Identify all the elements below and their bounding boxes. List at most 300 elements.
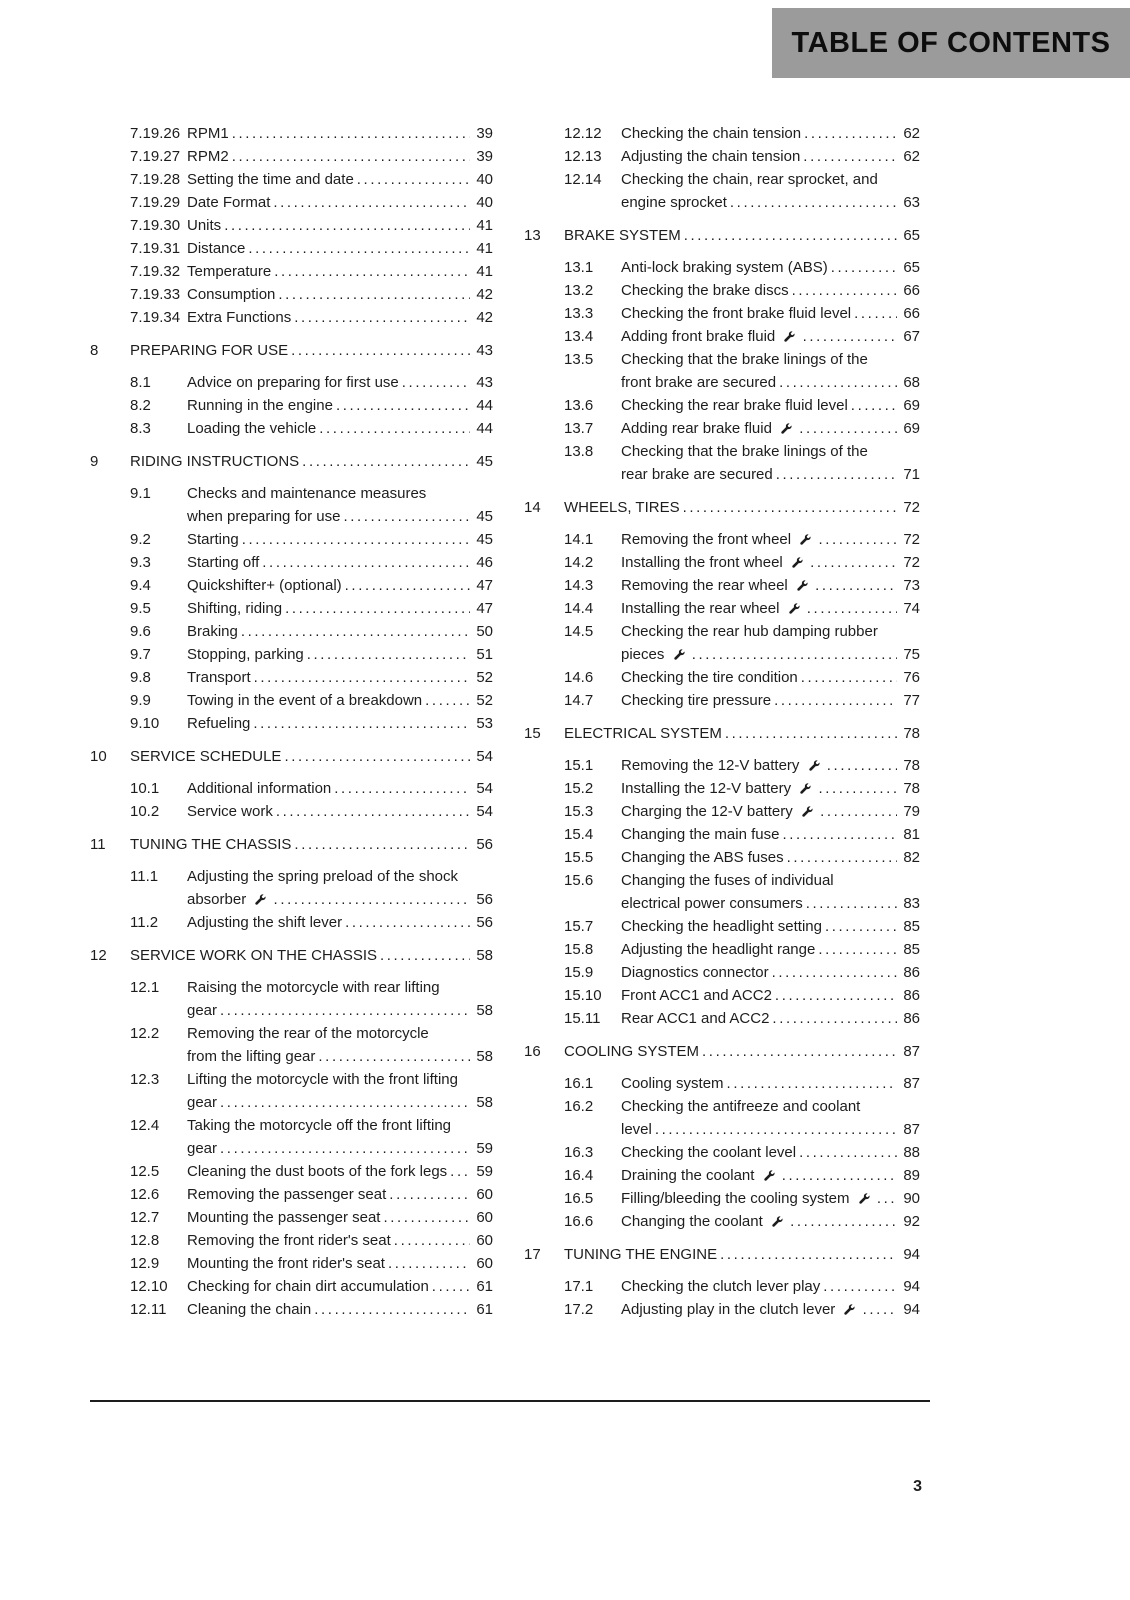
chapter-heading — [524, 496, 920, 519]
toc-chapter — [90, 944, 493, 1321]
entry-page-number: 77 — [897, 689, 920, 712]
entry-title: Adding front brake fluid ..... — [621, 325, 920, 348]
entry-title: Checking the front brake fluid level ..... — [621, 302, 920, 325]
toc-entry — [90, 911, 493, 934]
entry-page-number: 58 — [470, 1045, 493, 1068]
entry-page-number: 87 — [897, 1072, 920, 1095]
toc-entry — [524, 440, 920, 486]
entry-title: Checking the rear brake fluid level ..... — [621, 394, 920, 417]
entry-title: Installing the rear wheel ..... — [621, 597, 920, 620]
toc-entry — [524, 279, 920, 302]
toc-entry — [90, 865, 493, 911]
entry-number: 11.2 — [130, 914, 159, 931]
entry-page-number: 72 — [897, 528, 920, 551]
toc-entry — [524, 1072, 920, 1095]
entry-number: 9.1 — [130, 485, 151, 502]
entry-number: 7.19.32 — [130, 263, 181, 280]
entry-page-number: 66 — [897, 279, 920, 302]
chapter-page-number: 54 — [470, 745, 493, 768]
toc-entry — [90, 712, 493, 735]
toc-entry — [90, 482, 493, 528]
entry-number: 16.2 — [564, 1098, 594, 1115]
entry-title: Lifting the motorcycle with the front lifting gear ..... — [187, 1068, 493, 1114]
chapter-heading — [90, 745, 493, 768]
toc-entry — [90, 417, 493, 440]
toc-entry — [524, 1164, 920, 1187]
chapter-heading — [90, 944, 493, 967]
entry-title: Starting ..... — [187, 528, 493, 551]
chapter-heading — [90, 339, 493, 362]
entry-title: Adjusting the chain tension ..... — [621, 145, 920, 168]
chapter-number: 15 — [524, 725, 541, 742]
entry-title: Consumption ..... — [187, 283, 493, 306]
entry-page-number: 45 — [470, 505, 493, 528]
header-banner — [772, 8, 1130, 78]
entry-title: Units ..... — [187, 214, 493, 237]
chapter-number: 13 — [524, 227, 541, 244]
entry-title: Checking the chain, rear sprocket, and engine sprocket ..... — [621, 168, 920, 214]
toc-continued-items — [90, 122, 493, 329]
entry-number: 15.7 — [564, 918, 594, 935]
chapter-page-number: 87 — [897, 1040, 920, 1063]
entry-title: Diagnostics connector ..... — [621, 961, 920, 984]
toc-entry — [90, 283, 493, 306]
chapter-number: 12 — [90, 947, 107, 964]
entry-number: 7.19.26 — [130, 125, 181, 142]
entry-number: 15.1 — [564, 757, 594, 774]
toc-entry — [90, 666, 493, 689]
entry-title: Removing the front rider's seat ..... — [187, 1229, 493, 1252]
entry-page-number: 69 — [897, 417, 920, 440]
chapter-number: 10 — [90, 748, 107, 765]
page-number: 3 — [913, 1478, 922, 1495]
entry-page-number: 82 — [897, 846, 920, 869]
entry-page-number: 46 — [470, 551, 493, 574]
chapter-page-number: 94 — [897, 1243, 920, 1266]
entry-number: 9.4 — [130, 577, 151, 594]
toc-column-right — [524, 122, 920, 1321]
entry-page-number: 66 — [897, 302, 920, 325]
entry-page-number: 58 — [470, 999, 493, 1022]
entry-title: Checking for chain dirt accumulation ..... — [187, 1275, 493, 1298]
wrench-icon — [792, 557, 803, 568]
entry-page-number: 65 — [897, 256, 920, 279]
entry-number: 13.8 — [564, 443, 594, 460]
toc-entry — [524, 961, 920, 984]
entry-number: 12.9 — [130, 1255, 160, 1272]
entry-title: Removing the front wheel ..... — [621, 528, 920, 551]
toc-chapter — [524, 1040, 920, 1233]
entry-page-number: 42 — [470, 283, 493, 306]
toc-entry — [90, 528, 493, 551]
entry-page-number: 44 — [470, 417, 493, 440]
chapter-title: PREPARING FOR USE ..... — [130, 339, 493, 362]
entry-number: 16.6 — [564, 1213, 594, 1230]
toc-entry — [90, 643, 493, 666]
entry-title: Cooling system ..... — [621, 1072, 920, 1095]
toc-entry — [90, 620, 493, 643]
entry-page-number: 69 — [897, 394, 920, 417]
entry-number: 17.1 — [564, 1278, 594, 1295]
entry-page-number: 85 — [897, 938, 920, 961]
entry-page-number: 47 — [470, 597, 493, 620]
toc-entry — [524, 574, 920, 597]
entry-number: 13.3 — [564, 305, 594, 322]
entry-number: 8.1 — [130, 374, 151, 391]
entry-title: Filling/bleeding the cooling system ..... — [621, 1187, 920, 1210]
entry-title: Starting off ..... — [187, 551, 493, 574]
chapter-title: TUNING THE CHASSIS ..... — [130, 833, 493, 856]
chapter-heading — [524, 1040, 920, 1063]
entry-page-number: 39 — [470, 122, 493, 145]
toc-entry — [524, 915, 920, 938]
entry-number: 16.1 — [564, 1075, 594, 1092]
entry-page-number: 75 — [897, 643, 920, 666]
entry-number: 15.5 — [564, 849, 594, 866]
entry-number: 10.1 — [130, 780, 160, 797]
entry-title: Changing the coolant ..... — [621, 1210, 920, 1233]
entry-page-number: 61 — [470, 1298, 493, 1321]
entry-page-number: 81 — [897, 823, 920, 846]
toc-entry — [524, 528, 920, 551]
entry-number: 7.19.34 — [130, 309, 181, 326]
chapter-number: 9 — [90, 453, 99, 470]
entry-number: 12.2 — [130, 1025, 160, 1042]
toc-chapter — [524, 224, 920, 486]
chapter-title: RIDING INSTRUCTIONS ..... — [130, 450, 493, 473]
entry-page-number: 94 — [897, 1298, 920, 1321]
toc-entry — [524, 869, 920, 915]
entry-title: Advice on preparing for first use ..... — [187, 371, 493, 394]
entry-number: 12.3 — [130, 1071, 160, 1088]
entry-page-number: 44 — [470, 394, 493, 417]
chapter-number: 17 — [524, 1246, 541, 1263]
entry-page-number: 51 — [470, 643, 493, 666]
toc-entry — [90, 1298, 493, 1321]
wrench-icon — [789, 603, 800, 614]
entry-number: 15.2 — [564, 780, 594, 797]
entry-number: 12.6 — [130, 1186, 160, 1203]
entry-number: 9.8 — [130, 669, 151, 686]
entry-title: Installing the 12-V battery ..... — [621, 777, 920, 800]
chapter-title: ELECTRICAL SYSTEM ..... — [564, 722, 920, 745]
entry-page-number: 52 — [470, 689, 493, 712]
chapter-number: 14 — [524, 499, 541, 516]
entry-title: Raising the motorcycle with rear lifting gear ..... — [187, 976, 493, 1022]
entry-page-number: 54 — [470, 800, 493, 823]
entry-number: 16.5 — [564, 1190, 594, 1207]
entry-number: 9.10 — [130, 715, 160, 732]
toc-entry — [90, 306, 493, 329]
toc-entry — [524, 597, 920, 620]
entry-number: 7.19.27 — [130, 148, 181, 165]
toc-continued-items — [524, 122, 920, 214]
entry-page-number: 60 — [470, 1206, 493, 1229]
toc-entry — [524, 823, 920, 846]
wrench-icon — [800, 783, 811, 794]
toc-entry — [90, 551, 493, 574]
chapter-page-number: 45 — [470, 450, 493, 473]
entry-number: 9.2 — [130, 531, 151, 548]
entry-page-number: 41 — [470, 214, 493, 237]
toc-entry — [524, 689, 920, 712]
toc-entry — [90, 597, 493, 620]
entry-number: 16.4 — [564, 1167, 594, 1184]
toc-entry — [90, 1229, 493, 1252]
toc-entry — [90, 1114, 493, 1160]
entry-page-number: 54 — [470, 777, 493, 800]
chapter-number: 8 — [90, 342, 99, 359]
entry-number: 15.9 — [564, 964, 594, 981]
entry-number: 14.6 — [564, 669, 594, 686]
entry-number: 7.19.28 — [130, 171, 181, 188]
toc-entry — [90, 371, 493, 394]
entry-page-number: 41 — [470, 260, 493, 283]
entry-title: Removing the passenger seat ..... — [187, 1183, 493, 1206]
toc-entry — [90, 145, 493, 168]
entry-title: Shifting, riding ..... — [187, 597, 493, 620]
entry-title: Cleaning the dust boots of the fork legs ..... — [187, 1160, 493, 1183]
entry-page-number: 94 — [897, 1275, 920, 1298]
entry-title: Adding rear brake fluid ..... — [621, 417, 920, 440]
chapter-number: 16 — [524, 1043, 541, 1060]
chapter-heading — [524, 1243, 920, 1266]
wrench-icon — [784, 331, 795, 342]
wrench-icon — [772, 1216, 783, 1227]
entry-page-number: 40 — [470, 168, 493, 191]
entry-title: Checking the chain tension ..... — [621, 122, 920, 145]
toc-entry — [90, 1252, 493, 1275]
toc-entry — [524, 666, 920, 689]
toc-entry — [90, 1022, 493, 1068]
toc-entry — [524, 256, 920, 279]
entry-title: Checking the clutch lever play ..... — [621, 1275, 920, 1298]
entry-number: 7.19.31 — [130, 240, 181, 257]
chapter-title: BRAKE SYSTEM ..... — [564, 224, 920, 247]
entry-title: Temperature ..... — [187, 260, 493, 283]
toc-entry — [524, 777, 920, 800]
chapter-title: SERVICE WORK ON THE CHASSIS ..... — [130, 944, 493, 967]
entry-page-number: 63 — [897, 191, 920, 214]
entry-page-number: 74 — [897, 597, 920, 620]
entry-number: 12.4 — [130, 1117, 160, 1134]
entry-page-number: 53 — [470, 712, 493, 735]
entry-title: Checks and maintenance measures when preparing for use ..... — [187, 482, 493, 528]
entry-number: 12.8 — [130, 1232, 160, 1249]
entry-number: 7.19.33 — [130, 286, 181, 303]
toc-chapter — [524, 1243, 920, 1321]
toc-entry — [524, 754, 920, 777]
entry-title: Adjusting the headlight range ..... — [621, 938, 920, 961]
entry-number: 17.2 — [564, 1301, 594, 1318]
entry-number: 15.11 — [564, 1010, 601, 1027]
entry-number: 7.19.30 — [130, 217, 181, 234]
chapter-title: WHEELS, TIRES ..... — [564, 496, 920, 519]
chapter-heading — [524, 722, 920, 745]
entry-title: Changing the main fuse ..... — [621, 823, 920, 846]
entry-title: Changing the fuses of individual electrical power consumers ..... — [621, 869, 920, 915]
entry-title: Installing the front wheel ..... — [621, 551, 920, 574]
entry-page-number: 90 — [897, 1187, 920, 1210]
toc-entry — [90, 1160, 493, 1183]
entry-title: Checking that the brake linings of the front brake are secured ..... — [621, 348, 920, 394]
entry-number: 13.5 — [564, 351, 594, 368]
toc-entry — [90, 237, 493, 260]
entry-title: Front ACC1 and ACC2 ..... — [621, 984, 920, 1007]
page-title: TABLE OF CONTENTS — [791, 26, 1111, 59]
entry-title: Checking the coolant level ..... — [621, 1141, 920, 1164]
entry-page-number: 60 — [470, 1252, 493, 1275]
toc-entry — [90, 777, 493, 800]
entry-number: 14.1 — [564, 531, 594, 548]
entry-title: Checking the rear hub damping rubber pieces ..... — [621, 620, 920, 666]
entry-number: 12.1 — [130, 979, 160, 996]
toc-entry — [524, 122, 920, 145]
entry-page-number: 56 — [470, 911, 493, 934]
entry-page-number: 86 — [897, 984, 920, 1007]
entry-title: Checking the antifreeze and coolant level ..... — [621, 1095, 920, 1141]
toc-entry — [524, 394, 920, 417]
entry-title: Transport ..... — [187, 666, 493, 689]
entry-number: 14.4 — [564, 600, 594, 617]
toc-entry — [90, 214, 493, 237]
entry-page-number: 41 — [470, 237, 493, 260]
entry-title: Charging the 12-V battery ..... — [621, 800, 920, 823]
entry-title: Checking the brake discs ..... — [621, 279, 920, 302]
entry-title: Checking the tire condition ..... — [621, 666, 920, 689]
toc-entry — [524, 302, 920, 325]
entry-page-number: 89 — [897, 1164, 920, 1187]
entry-number: 9.3 — [130, 554, 151, 571]
toc-entry — [524, 417, 920, 440]
entry-number: 14.5 — [564, 623, 594, 640]
entry-number: 10.2 — [130, 803, 160, 820]
entry-number: 15.6 — [564, 872, 594, 889]
entry-page-number: 88 — [897, 1141, 920, 1164]
entry-title: Additional information ..... — [187, 777, 493, 800]
entry-title: Removing the 12-V battery ..... — [621, 754, 920, 777]
entry-number: 12.10 — [130, 1278, 168, 1295]
chapter-heading — [90, 833, 493, 856]
toc-chapter — [90, 339, 493, 440]
entry-number: 15.8 — [564, 941, 594, 958]
entry-page-number: 59 — [470, 1160, 493, 1183]
entry-number: 9.9 — [130, 692, 151, 709]
entry-title: Service work ..... — [187, 800, 493, 823]
toc-entry — [524, 938, 920, 961]
entry-number: 8.2 — [130, 397, 151, 414]
entry-title: Checking the headlight setting ..... — [621, 915, 920, 938]
wrench-icon — [764, 1170, 775, 1181]
entry-page-number: 47 — [470, 574, 493, 597]
chapter-page-number: 56 — [470, 833, 493, 856]
toc-entry — [524, 168, 920, 214]
chapter-page-number: 78 — [897, 722, 920, 745]
toc-entry — [524, 620, 920, 666]
toc-entry — [524, 551, 920, 574]
wrench-icon — [809, 760, 820, 771]
entry-number: 14.2 — [564, 554, 594, 571]
entry-page-number: 72 — [897, 551, 920, 574]
entry-page-number: 76 — [897, 666, 920, 689]
chapter-page-number: 65 — [897, 224, 920, 247]
entry-title: Stopping, parking ..... — [187, 643, 493, 666]
entry-title: Changing the ABS fuses ..... — [621, 846, 920, 869]
entry-number: 9.7 — [130, 646, 151, 663]
entry-title: Quickshifter+ (optional) ..... — [187, 574, 493, 597]
chapter-title: SERVICE SCHEDULE ..... — [130, 745, 493, 768]
entry-number: 12.14 — [564, 171, 602, 188]
toc-entry — [90, 1183, 493, 1206]
entry-page-number: 92 — [897, 1210, 920, 1233]
entry-number: 13.1 — [564, 259, 594, 276]
entry-page-number: 39 — [470, 145, 493, 168]
entry-number: 14.7 — [564, 692, 594, 709]
wrench-icon — [859, 1193, 870, 1204]
chapter-page-number: 72 — [897, 496, 920, 519]
entry-title: Rear ACC1 and ACC2 ..... — [621, 1007, 920, 1030]
chapter-page-number: 43 — [470, 339, 493, 362]
toc-entry — [524, 145, 920, 168]
entry-page-number: 68 — [897, 371, 920, 394]
entry-number: 12.7 — [130, 1209, 160, 1226]
entry-title: Braking ..... — [187, 620, 493, 643]
entry-title: RPM2 ..... — [187, 145, 493, 168]
chapter-title: COOLING SYSTEM ..... — [564, 1040, 920, 1063]
entry-title: Adjusting play in the clutch lever ..... — [621, 1298, 920, 1321]
entry-page-number: 60 — [470, 1183, 493, 1206]
toc-entry — [90, 168, 493, 191]
entry-page-number: 45 — [470, 528, 493, 551]
wrench-icon — [800, 534, 811, 545]
entry-page-number: 71 — [897, 463, 920, 486]
entry-number: 9.6 — [130, 623, 151, 640]
toc-chapter — [90, 745, 493, 823]
entry-page-number: 87 — [897, 1118, 920, 1141]
entry-number: 13.2 — [564, 282, 594, 299]
entry-page-number: 79 — [897, 800, 920, 823]
toc-entry — [524, 325, 920, 348]
entry-title: Adjusting the spring preload of the shock absorber ..... — [187, 865, 493, 911]
wrench-icon — [802, 806, 813, 817]
toc-entry — [90, 1206, 493, 1229]
entry-title: Distance ..... — [187, 237, 493, 260]
toc-entry — [90, 1275, 493, 1298]
entry-title: Removing the rear of the motorcycle from the lifting gear ..... — [187, 1022, 493, 1068]
toc-chapter — [90, 833, 493, 934]
toc-entry — [90, 394, 493, 417]
entry-title: Checking tire pressure ..... — [621, 689, 920, 712]
entry-number: 14.3 — [564, 577, 594, 594]
entry-number: 7.19.29 — [130, 194, 181, 211]
toc-entry — [90, 122, 493, 145]
entry-page-number: 83 — [897, 892, 920, 915]
entry-page-number: 85 — [897, 915, 920, 938]
entry-title: Draining the coolant ..... — [621, 1164, 920, 1187]
chapter-heading — [90, 450, 493, 473]
toc-entry — [524, 846, 920, 869]
toc-entry — [90, 260, 493, 283]
toc-entry — [90, 689, 493, 712]
entry-number: 13.4 — [564, 328, 594, 345]
wrench-icon — [797, 580, 808, 591]
toc-entry — [524, 984, 920, 1007]
footer-rule — [90, 1400, 930, 1402]
entry-page-number: 62 — [897, 122, 920, 145]
entry-title: Anti-lock braking system (ABS) ..... — [621, 256, 920, 279]
entry-page-number: 43 — [470, 371, 493, 394]
entry-title: Extra Functions ..... — [187, 306, 493, 329]
